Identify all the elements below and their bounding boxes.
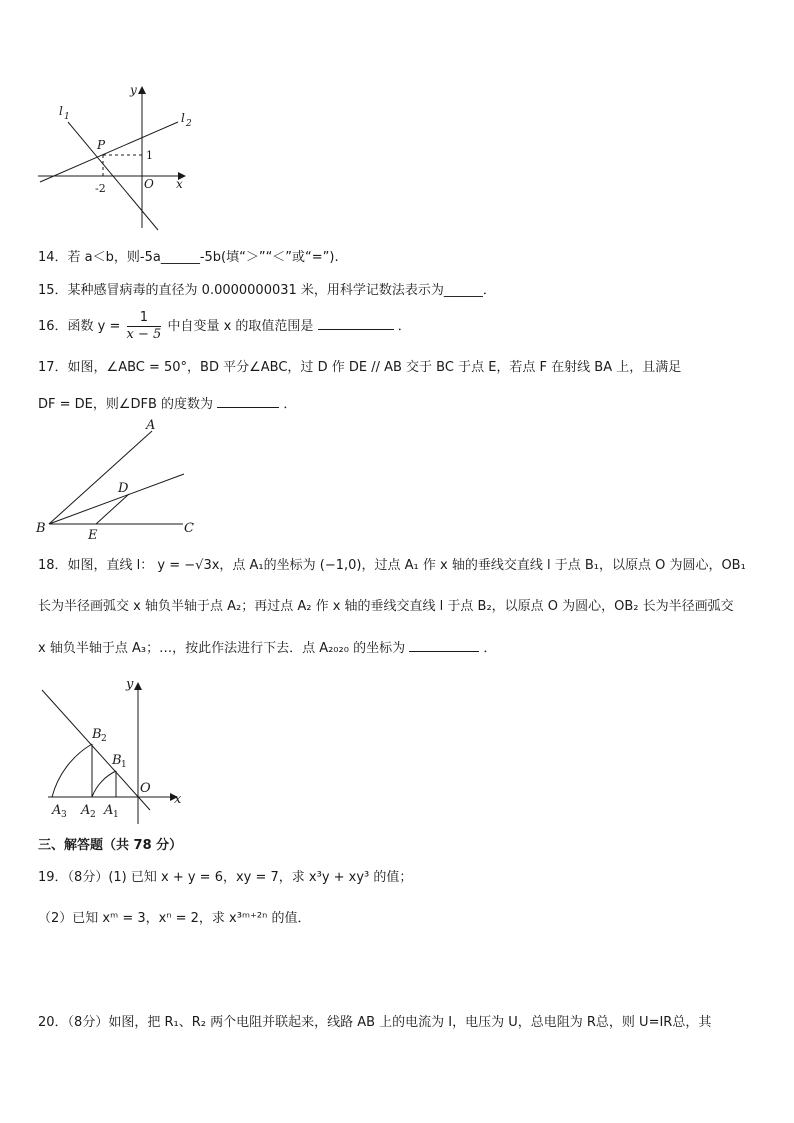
label-x: x — [174, 792, 182, 807]
label-a2-sub: 2 — [90, 810, 96, 820]
label-l2: l — [181, 111, 185, 125]
q17-answer-blank — [217, 395, 279, 408]
q18-answer-blank — [409, 639, 479, 652]
label-a1-sub: 1 — [113, 810, 119, 820]
q16-end: ． — [397, 319, 411, 334]
label-c: C — [184, 521, 194, 536]
q18-line3-text: x 轴负半轴于点 A₃；…，按此作法进行下去．点 A₂₀₂₀ 的坐标为 — [38, 641, 406, 656]
label-a1: A — [104, 803, 114, 818]
label-l1-sub: 1 — [64, 112, 70, 122]
label-x: x — [176, 177, 183, 191]
question-19-part2: （2）已知 xᵐ = 3，xⁿ = 2，求 x³ᵐ⁺²ⁿ 的值． — [38, 911, 311, 926]
label-l1: l — [59, 104, 63, 118]
label-one: 1 — [146, 149, 153, 162]
y-arrow-icon — [134, 682, 142, 690]
q16-numerator: 1 — [127, 310, 162, 327]
label-b1: B — [112, 753, 122, 768]
label-b2-sub: 2 — [101, 734, 107, 744]
q16-suffix: 中自变量 x 的取值范围是 — [167, 319, 314, 334]
q16-denominator: x − 5 — [126, 327, 162, 342]
label-y: y — [126, 677, 134, 692]
q16-fraction — [127, 310, 162, 343]
question-15: 15．某种感冒病毒的直径为 0.0000000031 米，用科学记数法表示为______． — [38, 283, 496, 298]
question-17-line2 — [38, 395, 296, 414]
label-neg2: -2 — [95, 182, 106, 195]
q17-line2-end: ． — [283, 397, 297, 412]
q13-figure — [36, 82, 206, 242]
q18-figure — [40, 672, 200, 832]
arc-b1-a2 — [92, 771, 116, 797]
label-b1-sub: 1 — [121, 760, 127, 770]
label-a3-sub: 3 — [61, 810, 67, 820]
q17-line2-text: DF = DE，则∠DFB 的度数为 — [38, 397, 214, 412]
label-p: P — [97, 138, 106, 152]
y-arrow-icon — [138, 86, 146, 94]
ray-bd — [49, 474, 184, 524]
section-3-heading: 三、解答题（共 78 分） — [38, 838, 183, 853]
label-origin: O — [140, 781, 151, 796]
label-d: D — [118, 481, 129, 496]
question-19-part1: 19．（8分）(1) 已知 x + y = 6，xy = 7，求 x³y + xy³ 的值； — [38, 870, 413, 885]
arc-b2-a3 — [52, 744, 92, 797]
question-14: 14．若 a＜b，则-5a______-5b(填“＞”“＜”或“=”). — [38, 250, 339, 265]
label-l2-sub: 2 — [186, 119, 192, 129]
question-16 — [38, 310, 411, 343]
line-l — [42, 690, 150, 810]
q18-line3-end: ． — [483, 641, 497, 656]
segment-de — [96, 494, 129, 524]
label-e: E — [88, 528, 98, 543]
question-18-line1: 18．如图，直线 l： y = −√3x，点 A₁的坐标为 (−1,0)，过点 A₁ 作 x 轴的垂线交直线 l 于点 B₁，以原点 O 为圆心，OB₁ — [38, 558, 746, 573]
question-18-line2: 长为半径画弧交 x 轴负半轴于点 A₂；再过点 A₂ 作 x 轴的垂线交直线 l 于点 B₂，以原点 O 为圆心，OB₂ 长为半径画弧交 — [38, 599, 734, 614]
label-b: B — [36, 521, 46, 536]
label-y: y — [130, 83, 137, 97]
line-l2 — [40, 122, 178, 182]
question-17-line1: 17．如图，∠ABC = 50°，BD 平分∠ABC，过 D 作 DE // AB 交于 BC 于点 E，若点 F 在射线 BA 上，且满足 — [38, 360, 682, 375]
label-a: A — [146, 418, 156, 433]
ray-ba — [49, 431, 152, 524]
question-18-line3 — [38, 639, 496, 658]
label-origin: O — [144, 177, 154, 191]
q17-figure — [36, 418, 216, 543]
label-b2: B — [92, 727, 102, 742]
q16-prefix: 16．函数 y = — [38, 319, 121, 334]
question-20: 20．（8分）如图，把 R₁、R₂ 两个电阻并联起来，线路 AB 上的电流为 I，电压为 U，总电阻为 R总，则 U=IR总，其 — [38, 1015, 712, 1030]
label-a2: A — [81, 803, 91, 818]
label-a3: A — [52, 803, 62, 818]
q16-answer-blank — [318, 317, 394, 330]
